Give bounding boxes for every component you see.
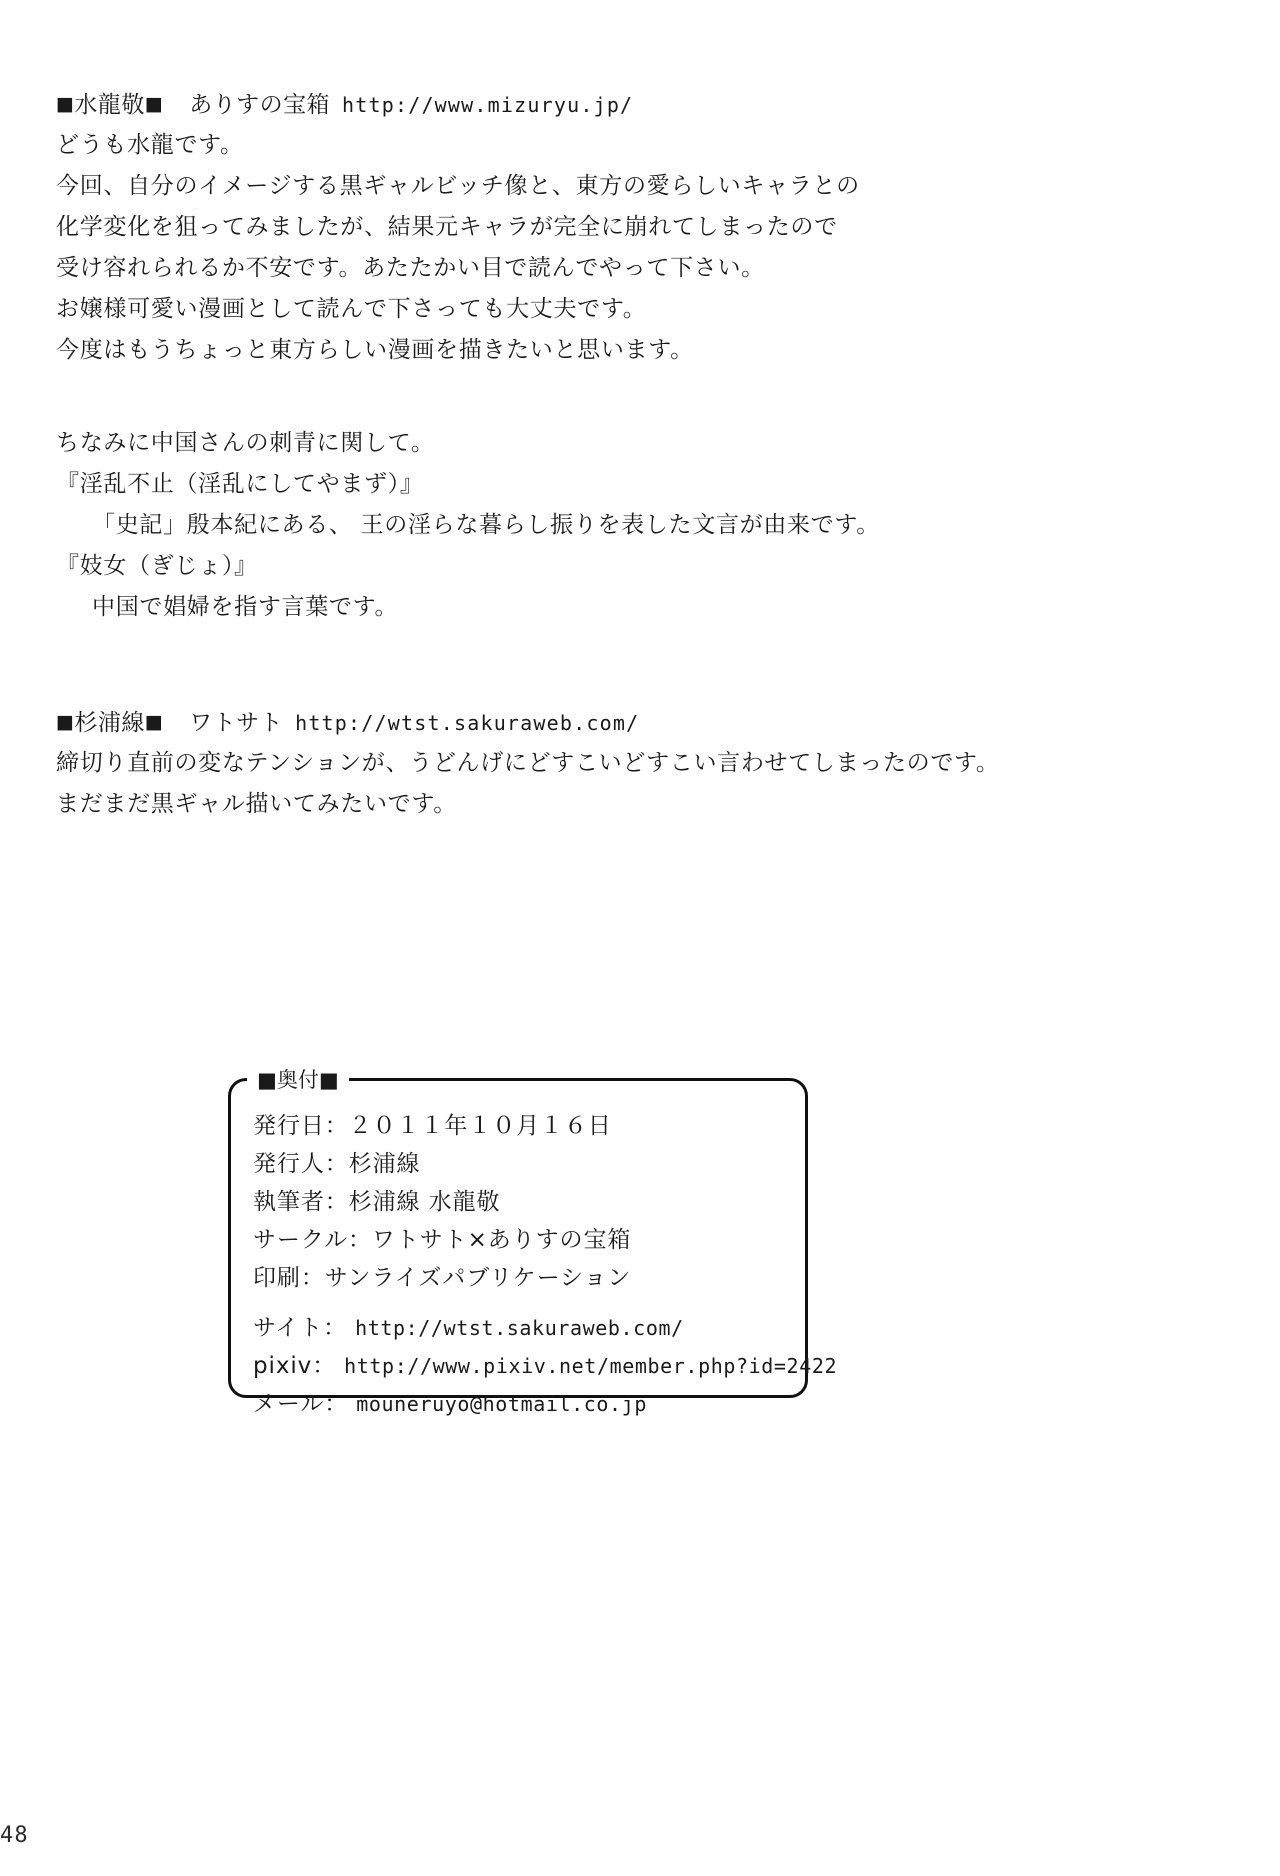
colophon-value-pixiv[interactable]: http://www.pixiv.net/member.php?id=2422	[344, 1354, 838, 1378]
colophon-key-pixiv: pixiv：	[253, 1353, 337, 1379]
colophon-box	[228, 1068, 838, 1417]
afterword-line: お嬢様可愛い漫画として読んで下さっても大丈夫です。	[56, 296, 647, 322]
afterword-line: 受け容れられるか不安です。あたたかい目で読んでやって下さい。	[56, 255, 765, 281]
section-sugiuresen	[56, 702, 1176, 825]
colophon-row-publisher: 発行人：杉浦線	[253, 1151, 421, 1177]
afterword-body	[56, 84, 1176, 825]
colophon-row-mail	[253, 1385, 791, 1423]
colophon-label: ■奥付■	[247, 1065, 349, 1095]
circle-url: http://www.mizuryu.jp/	[342, 93, 634, 117]
tattoo-entry-title: 『妓女（ぎじょ）』	[56, 553, 258, 579]
afterword-line: どうも水龍です。	[56, 132, 244, 158]
circle-name: ワトサト	[189, 710, 284, 736]
colophon-row-site	[253, 1309, 791, 1347]
tattoo-entry-desc: 中国で娼婦を指す言葉です。	[92, 594, 399, 620]
section-heading-sugiuresen	[56, 702, 1176, 743]
colophon-value-mail[interactable]: mouneruyo@hotmail.co.jp	[356, 1392, 647, 1416]
colophon-row-publish-date: 発行日：２０１１年１０月１６日	[253, 1113, 612, 1139]
afterword-line: 化学変化を狙ってみましたが、結果元キャラが完全に崩れてしまったので	[56, 214, 838, 240]
colophon-row-circle: サークル：ワトサト×ありすの宝箱	[253, 1227, 632, 1253]
colophon-key-mail: メール：	[253, 1391, 349, 1417]
afterword-line: 今回、自分のイメージする黒ギャルビッチ像と、東方の愛らしいキャラとの	[56, 173, 860, 199]
author-name: 杉浦線	[74, 710, 145, 736]
colophon-content	[253, 1107, 838, 1423]
colophon-row-authors: 執筆者：杉浦線 水龍敬	[253, 1189, 501, 1215]
colophon-row-pixiv	[253, 1347, 838, 1385]
heading-marker-left: ■	[56, 711, 75, 733]
section-heading-mizuryu	[56, 84, 1176, 125]
afterword-line: 締切り直前の変なテンションが、うどんげにどすこいどすこい言わせてしまったのです。	[56, 750, 1000, 776]
tattoo-entry-desc: 「史記」殷本紀にある、 王の淫らな暮らし振りを表した文言が由来です。	[92, 512, 880, 538]
spacer	[56, 371, 1176, 423]
tattoo-note-block	[56, 423, 1176, 628]
colophon-value-site[interactable]: http://wtst.sakuraweb.com/	[355, 1316, 684, 1340]
circle-url: http://wtst.sakuraweb.com/	[295, 711, 640, 735]
section-mizuryu	[56, 84, 1176, 371]
heading-marker-right: ■	[144, 711, 164, 733]
spacer	[56, 628, 1176, 702]
tattoo-note-intro: ちなみに中国さんの刺青に関して。	[56, 430, 435, 456]
afterword-line: 今度はもうちょっと東方らしい漫画を描きたいと思います。	[56, 337, 694, 363]
heading-marker-left: ■	[56, 93, 75, 115]
page-number: 48	[0, 1823, 29, 1848]
afterword-line: まだまだ黒ギャル描いてみたいです。	[56, 791, 457, 817]
heading-marker-right: ■	[144, 93, 164, 115]
spacer	[253, 1297, 791, 1309]
colophon-key-site: サイト：	[253, 1315, 348, 1341]
colophon-row-printer: 印刷：サンライズパブリケーション	[253, 1265, 632, 1291]
circle-name: ありすの宝箱	[189, 92, 330, 118]
tattoo-entry-title: 『淫乱不止（淫乱にしてやまず）』	[56, 471, 424, 497]
author-name: 水龍敬	[74, 92, 145, 118]
